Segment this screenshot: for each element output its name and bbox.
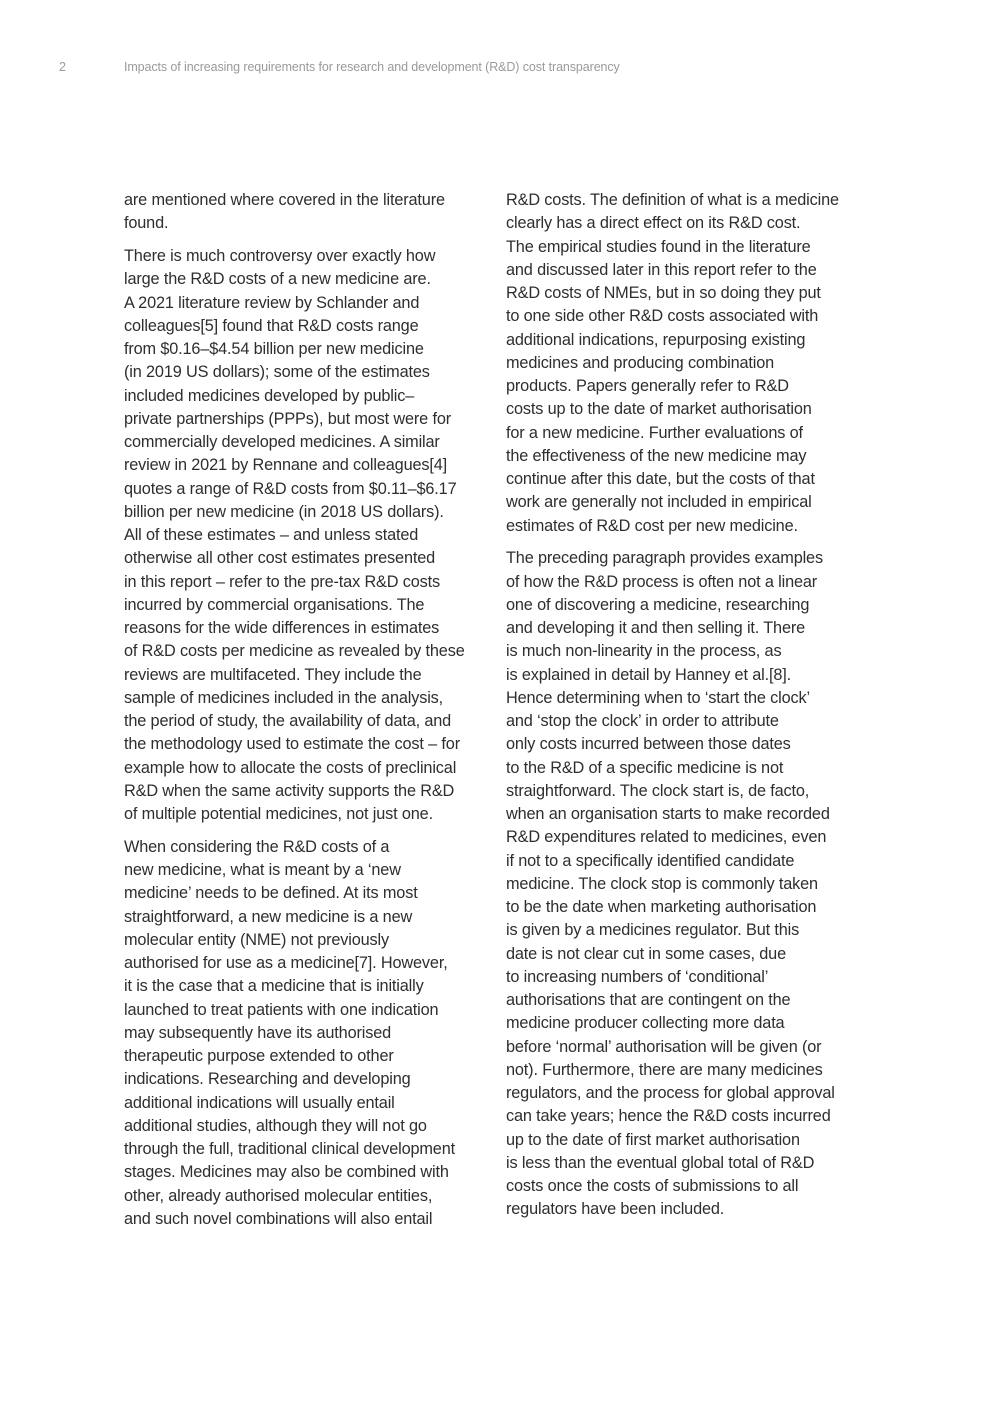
text-line: the methodology used to estimate the cost – for	[124, 735, 460, 754]
text-line: work are generally not included in empirical	[506, 493, 812, 512]
text-line: when an organisation starts to make recorded	[506, 805, 830, 823]
text-line: to be the date when marketing authorisation	[506, 898, 817, 916]
text-line: When considering the R&D costs of a	[124, 837, 390, 856]
text-line: commercially developed medicines. A similar	[124, 433, 440, 451]
text-line: billion per new medicine (in 2018 US dollars).	[124, 502, 444, 521]
text-line: additional indications, repurposing existing	[506, 330, 806, 349]
text-line: otherwise all other cost estimates presented	[124, 549, 436, 568]
text-line: not). Furthermore, there are many medicines	[506, 1060, 823, 1079]
text-line: R&D when the same activity supports the R&D	[124, 781, 455, 800]
text-line: clearly has a direct effect on its R&D cost.	[506, 214, 801, 233]
text-line: molecular entity (NME) not previously	[124, 930, 389, 949]
text-line: example how to allocate the costs of preclinical	[124, 758, 457, 777]
text-line: through the full, traditional clinical development	[124, 1140, 455, 1158]
text-line: if not to a specifically identified candidate	[506, 851, 795, 870]
text-line: sample of medicines included in the analysis,	[124, 688, 444, 707]
text-line: therapeutic purpose extended to other	[124, 1047, 394, 1065]
text-line: the period of study, the availability of data, and	[124, 712, 452, 730]
text-line: included medicines developed by public–	[124, 386, 415, 405]
text-line: quotes a range of R&D costs from $0.11–$6.17	[124, 479, 457, 498]
text-line: reasons for the wide differences in estimates	[124, 619, 440, 637]
text-line: costs once the costs of submissions to all	[506, 1177, 799, 1195]
text-line: may subsequently have its authorised	[124, 1023, 392, 1042]
text-line: additional indications will usually entail	[124, 1093, 395, 1112]
text-line: colleagues[5] found that R&D costs range	[124, 316, 419, 335]
text-line: private partnerships (PPPs), but most were for	[124, 409, 451, 428]
text-line: of how the R&D process is often not a linear	[506, 572, 818, 591]
text-line: authorisations that are contingent on the	[506, 991, 791, 1009]
text-line: The empirical studies found in the literature	[506, 237, 811, 256]
right-column	[506, 189, 874, 1231]
text-line: medicine’ needs to be defined. At its most	[124, 884, 418, 903]
text-line: date is not clear cut in some cases, due	[506, 944, 786, 963]
text-line: to increasing numbers of ‘conditional’	[506, 967, 769, 986]
left-column	[124, 189, 492, 1241]
text-line: it is the case that a medicine that is initially	[124, 977, 424, 996]
text-line: products. Papers generally refer to R&D	[506, 377, 789, 395]
text-line: review in 2021 by Rennane and colleagues[4]	[124, 456, 448, 475]
text-line: other, already authorised molecular entities,	[124, 1186, 433, 1205]
text-line: authorised for use as a medicine[7]. However,	[124, 954, 448, 972]
text-line: additional studies, although they will not go	[124, 1116, 427, 1135]
text-line: All of these estimates – and unless stated	[124, 526, 419, 544]
text-line: regulators have been included.	[506, 1200, 725, 1219]
text-line: one of discovering a medicine, researching	[506, 595, 810, 614]
text-line: to one side other R&D costs associated with	[506, 307, 819, 326]
text-line: and discussed later in this report refer to the	[506, 260, 817, 279]
text-line: (in 2019 US dollars); some of the estimates	[124, 363, 430, 382]
paragraph	[506, 189, 874, 538]
text-line: There is much controversy over exactly how	[124, 247, 436, 265]
text-line: for a new medicine. Further evaluations of	[506, 423, 803, 442]
text-line: straightforward, a new medicine is a new	[124, 907, 413, 926]
text-line: of R&D costs per medicine as revealed by these	[124, 642, 465, 661]
text-line: is much non-linearity in the process, as	[506, 642, 782, 661]
text-line: indications. Researching and developing	[124, 1070, 411, 1089]
text-line: is explained in detail by Hanney et al.[8].	[506, 665, 791, 684]
text-line: in this report – refer to the pre-tax R&D costs	[124, 572, 440, 591]
text-line: can take years; hence the R&D costs incurred	[506, 1107, 831, 1126]
text-line: R&D costs of NMEs, but in so doing they put	[506, 284, 821, 302]
text-line: and such novel combinations will also entail	[124, 1209, 433, 1228]
text-line: costs up to the date of market authorisation	[506, 400, 812, 419]
text-line: R&D expenditures related to medicines, even	[506, 828, 827, 847]
text-line: the effectiveness of the new medicine may	[506, 446, 807, 465]
text-line: stages. Medicines may also be combined with	[124, 1163, 449, 1182]
text-line: medicines and producing combination	[506, 353, 775, 372]
text-line: estimates of R&D cost per new medicine.	[506, 516, 798, 535]
text-line: to the R&D of a specific medicine is not	[506, 758, 784, 777]
text-line: of multiple potential medicines, not just one.	[124, 805, 433, 823]
text-line: A 2021 literature review by Schlander and	[124, 293, 420, 312]
paragraph	[124, 245, 492, 826]
text-line: straightforward. The clock start is, de facto,	[506, 781, 810, 800]
text-line: is less than the eventual global total of R&D	[506, 1153, 815, 1172]
text-line: and developing it and then selling it. There	[506, 619, 806, 637]
text-line: found.	[124, 214, 169, 233]
text-line: before ‘normal’ authorisation will be given (or	[506, 1037, 822, 1056]
page-header	[0, 60, 992, 80]
paragraph	[124, 189, 492, 236]
text-line: only costs incurred between those dates	[506, 735, 791, 754]
text-line: launched to treat patients with one indication	[124, 1000, 439, 1019]
text-line: medicine. The clock stop is commonly taken	[506, 874, 818, 893]
text-line: large the R&D costs of a new medicine are.	[124, 270, 431, 289]
text-line: regulators, and the process for global approval	[506, 1084, 835, 1102]
text-line: up to the date of first market authorisation	[506, 1130, 800, 1149]
text-line: incurred by commercial organisations. The	[124, 595, 425, 614]
text-line: is given by a medicines regulator. But this	[506, 921, 800, 940]
page-number: 2	[59, 60, 66, 74]
text-line: The preceding paragraph provides examples	[506, 549, 823, 568]
text-line: medicine producer collecting more data	[506, 1014, 785, 1033]
text-line: from $0.16–$4.54 billion per new medicine	[124, 340, 424, 358]
text-line: new medicine, what is meant by a ‘new	[124, 861, 401, 879]
paragraph	[124, 836, 492, 1231]
running-title: Impacts of increasing requirements for research and development (R&D) cost transparency	[124, 60, 620, 74]
text-line: continue after this date, but the costs of that	[506, 470, 815, 488]
text-line: are mentioned where covered in the literature	[124, 191, 445, 209]
text-line: reviews are multifaceted. They include the	[124, 665, 422, 684]
text-line: Hence determining when to ‘start the clock’	[506, 688, 810, 707]
paragraph	[506, 547, 874, 1221]
text-line: R&D costs. The definition of what is a medicine	[506, 191, 839, 209]
text-line: and ‘stop the clock’ in order to attribute	[506, 712, 779, 730]
